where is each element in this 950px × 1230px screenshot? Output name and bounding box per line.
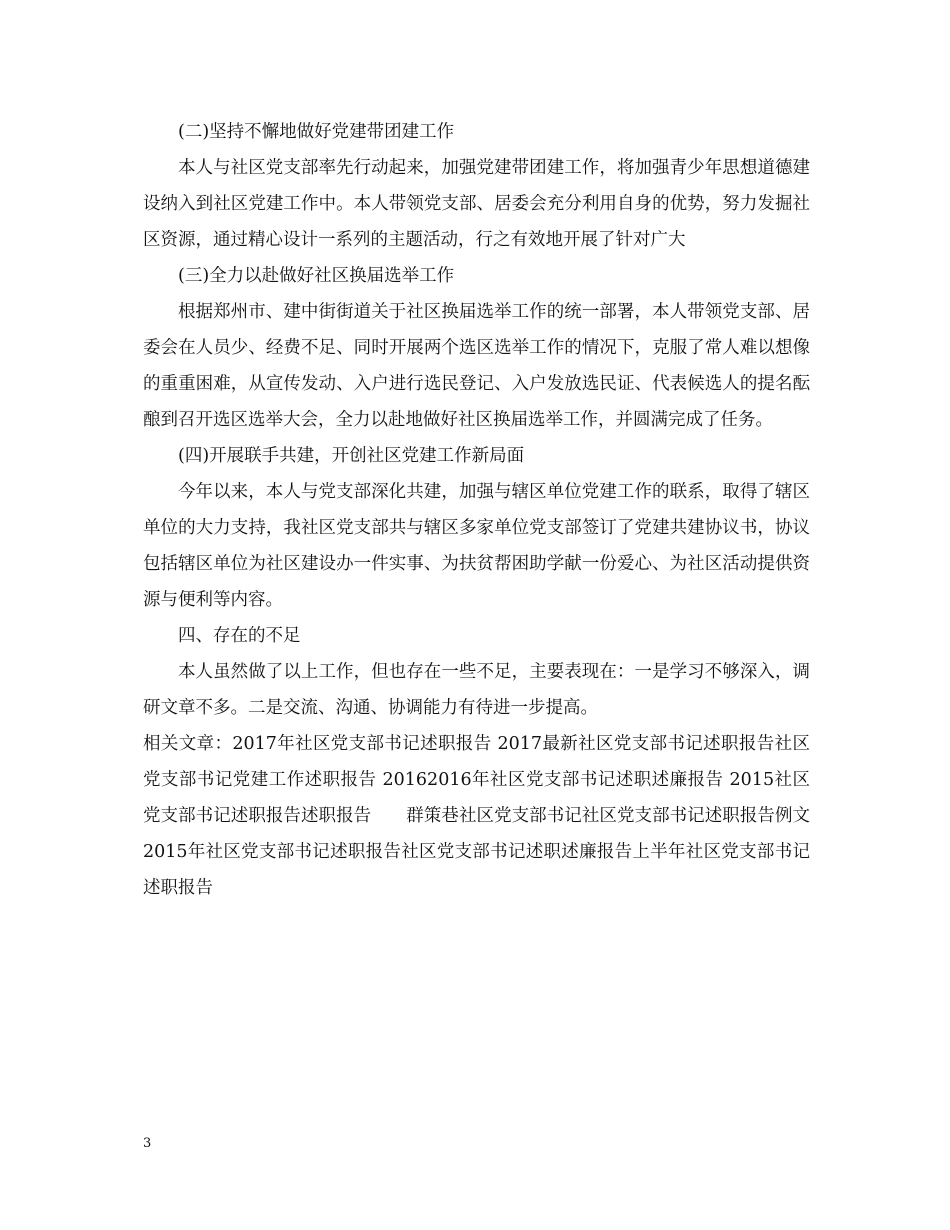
subheading-election-work: (三)全力以赴做好社区换届选举工作 [178,266,455,286]
paragraph-election-work: 根据郑州市、建中街街道关于社区换届选举工作的统一部署，本人带领党支部、居委会在人员少、经费不足、同时开展两个选区选举工作的情况下，克服了常人难以想像的重重困难，从宣传发动、入户进行选民登记、入户发放选民证、代表候选人的提名酝酿到召开选区选举大会，全力以赴地做好社区换届选举工作，并圆满完成了任务。 [143,302,810,430]
paragraph-joint-construction: 今年以来，本人与党支部深化共建，加强与辖区单位党建工作的联系，取得了辖区单位的大力支持，我社区党支部共与辖区多家单位党支部签订了党建共建协议书，协议包括辖区单位为社区建设办一件实事、为扶贫帮困助学献一份爱心、为社区活动提供资源与便利等内容。 [143,482,810,610]
related-articles: 相关文章：2017年社区党支部书记述职报告 2017最新社区党支部书记述职报告社区党支部书记党建工作述职报告 20162016年社区党支部书记述职述廉报告 2015社区党支部书记述职报告述职报告 群策巷社区党支部书记社区党支部书记述职报告例文 2015年社区党支部书记述职报告社区党支部书记述职述廉报告上半年社区党支部书记述职报告 [143,734,810,898]
subheading-joint-construction: (四)开展联手共建，开创社区党建工作新局面 [178,446,525,466]
paragraph-shortcomings: 本人虽然做了以上工作，但也存在一些不足，主要表现在：一是学习不够深入，调研文章不多。二是交流、沟通、协调能力有待进一步提高。 [143,662,810,718]
subheading-party-youth-work: (二)坚持不懈地做好党建带团建工作 [178,122,455,142]
paragraph-party-youth-work: 本人与社区党支部率先行动起来，加强党建带团建工作，将加强青少年思想道德建设纳入到社区党建工作中。本人带领党支部、居委会充分利用自身的优势，努力发掘社区资源，通过精心设计一系列的主题活动，行之有效地开展了针对广大 [143,158,810,250]
document-body [143,114,810,906]
section-heading-shortcomings: 四、存在的不足 [178,626,301,646]
page-number: 3 [143,1136,152,1151]
